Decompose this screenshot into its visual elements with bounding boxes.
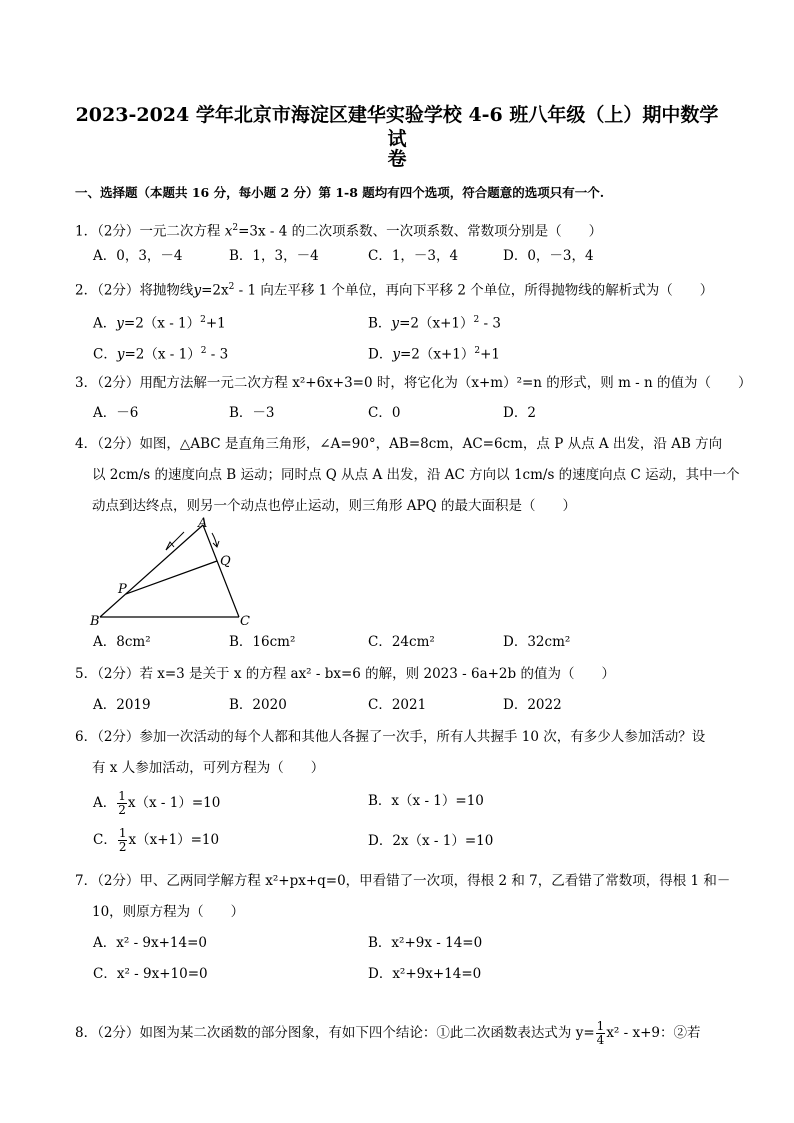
q6-number: 6． bbox=[75, 729, 98, 745]
q2-var-y: y bbox=[193, 282, 202, 299]
q3-score: （2分） bbox=[97, 375, 140, 391]
q2-b-sup: 2 bbox=[473, 315, 480, 325]
q6-option-b[interactable]: B．x（x - 1）=10 bbox=[368, 793, 484, 809]
question-4-line3: 动点到达终点，则另一个动点也停止运动，则三角形 APQ 的最大面积是（ ） bbox=[92, 498, 576, 514]
q7-number: 7． bbox=[75, 873, 98, 889]
q7-option-b[interactable]: B．x²+9x - 14=0 bbox=[368, 935, 483, 951]
q7-text-line1: 甲、乙两同学解方程 x²+px+q=0，甲看错了一次项，得根 2 和 7，乙看错了常数项，得根 1 和－ bbox=[139, 873, 731, 889]
q2-d-body: =2（x+1） bbox=[399, 346, 475, 363]
q3-text: 用配方法解一元二次方程 x²+6x+3=0 时，将它化为（x+m）²=n 的形式，则 m - n 的值为（ ） bbox=[139, 375, 752, 391]
q6-option-d[interactable]: D．2x（x - 1）=10 bbox=[368, 833, 494, 849]
q6-score: （2分） bbox=[97, 729, 140, 745]
q3-option-b[interactable]: B．－3 bbox=[229, 405, 275, 421]
q2-option-b[interactable] bbox=[368, 311, 501, 333]
q6-c-fraction bbox=[118, 827, 128, 854]
q2-a-var: y bbox=[116, 315, 124, 332]
q6-c-tail: x（x+1）=10 bbox=[128, 832, 220, 848]
q2-c-sup: 2 bbox=[200, 346, 207, 356]
q2-c-body: =2（x - 1） bbox=[124, 346, 201, 363]
q2-a-label: A． bbox=[93, 315, 117, 332]
q1-option-c[interactable]: C．1，－3，4 bbox=[368, 248, 459, 264]
q8-score: （2分） bbox=[97, 1025, 140, 1041]
q5-option-a[interactable]: A．2019 bbox=[93, 697, 151, 713]
q2-sup: 2 bbox=[228, 282, 235, 292]
q3-number: 3． bbox=[75, 375, 98, 391]
q5-option-c[interactable]: C．2021 bbox=[368, 697, 427, 713]
label-q: Q bbox=[220, 554, 231, 569]
q8-text-post: x² - x+9：②若 bbox=[606, 1025, 701, 1041]
q8-fraction bbox=[596, 1020, 606, 1047]
q6-a-denominator: 2 bbox=[118, 803, 126, 817]
q5-score: （2分） bbox=[97, 666, 140, 682]
q6-option-c[interactable] bbox=[93, 827, 219, 854]
q1-option-b[interactable]: B．1，3，－4 bbox=[229, 248, 319, 264]
q2-number: 2． bbox=[75, 282, 98, 299]
q2-b-var: y bbox=[391, 315, 400, 332]
q4-option-b[interactable]: B．16cm² bbox=[229, 634, 296, 650]
q2-a-tail: +1 bbox=[205, 315, 226, 332]
q4-text-line1: 如图，△ABC 是直角三角形，∠A=90°，AB=8cm，AC=6cm，点 P 从点 A 出发，沿 AB 方向 bbox=[139, 436, 723, 452]
label-p: P bbox=[118, 582, 127, 597]
q2-d-sup: 2 bbox=[474, 346, 481, 356]
segment-pq bbox=[126, 561, 217, 594]
q1-sup: 2 bbox=[232, 223, 239, 233]
q6-a-numerator: 1 bbox=[118, 789, 126, 803]
q2-option-a[interactable] bbox=[93, 311, 226, 333]
q3-option-a[interactable]: A．－6 bbox=[93, 405, 139, 421]
q1-var: x bbox=[224, 223, 233, 240]
exam-title-line1: 2023-2024 学年北京市海淀区建华实验学校 4-6 班八年级（上）期中数学试 bbox=[75, 104, 719, 150]
q2-b-label: B． bbox=[368, 315, 392, 332]
question-7-line2: 10，则原方程为（ ） bbox=[92, 904, 245, 920]
q5-option-b[interactable]: B．2020 bbox=[229, 697, 287, 713]
q3-option-c[interactable]: C．0 bbox=[368, 405, 401, 421]
side-ac bbox=[203, 525, 239, 617]
q2-text-pre: 将抛物线 bbox=[139, 282, 194, 299]
label-c: C bbox=[240, 614, 250, 629]
q2-d-tail: +1 bbox=[480, 346, 501, 363]
q1-number: 1． bbox=[75, 223, 98, 240]
section-heading: 一、选择题（本题共 16 分，每小题 2 分）第 1-8 题均有四个选项，符合题意的选项只有一个. bbox=[75, 185, 605, 200]
q1-score: （2分） bbox=[97, 223, 140, 240]
q4-number: 4． bbox=[75, 436, 98, 452]
q2-option-c[interactable] bbox=[93, 342, 228, 364]
q7-option-a[interactable]: A．x² - 9x+14=0 bbox=[93, 935, 208, 951]
side-ab bbox=[100, 525, 203, 617]
question-1 bbox=[75, 219, 602, 241]
q8-numerator: 1 bbox=[596, 1019, 605, 1033]
q7-score: （2分） bbox=[97, 873, 140, 889]
question-6-line2: 有 x 人参加活动，可列方程为（ ） bbox=[92, 760, 325, 776]
q6-a-fraction bbox=[117, 790, 127, 817]
q6-a-label: A． bbox=[93, 795, 117, 811]
q2-score: （2分） bbox=[97, 282, 140, 299]
q5-text: 若 x=3 是关于 x 的方程 ax² - bx=6 的解，则 2023 - 6a+2b 的值为（ ） bbox=[139, 666, 615, 682]
q8-number: 8． bbox=[75, 1025, 98, 1041]
q2-b-body: =2（x+1） bbox=[399, 315, 474, 332]
q4-option-c[interactable]: C．24cm² bbox=[368, 634, 435, 650]
exam-title-line2: 卷 bbox=[387, 148, 407, 170]
q8-denominator: 4 bbox=[596, 1033, 605, 1047]
question-3 bbox=[75, 374, 752, 392]
label-a: A bbox=[198, 516, 208, 531]
arrow-ab-icon bbox=[166, 532, 184, 550]
question-5 bbox=[75, 665, 615, 683]
q5-number: 5． bbox=[75, 666, 98, 682]
q3-option-d[interactable]: D．2 bbox=[503, 405, 536, 421]
q6-option-a[interactable] bbox=[93, 790, 220, 817]
q2-text-mid: =2x bbox=[201, 282, 229, 299]
q2-c-label: C． bbox=[93, 346, 117, 363]
triangle-figure bbox=[86, 515, 266, 630]
q4-score: （2分） bbox=[97, 436, 140, 452]
question-4-line1 bbox=[75, 435, 722, 453]
q2-d-var: y bbox=[392, 346, 400, 363]
q6-c-label: C． bbox=[93, 832, 117, 848]
q2-text-post: - 1 向左平移 1 个单位，再向下平移 2 个单位，所得抛物线的解析式为（ ） bbox=[234, 282, 714, 299]
q1-option-d[interactable]: D．0，－3，4 bbox=[503, 248, 594, 264]
q6-c-denominator: 2 bbox=[118, 840, 127, 854]
q1-option-a[interactable]: A．0，3，－4 bbox=[93, 248, 183, 264]
q6-a-tail: x（x - 1）=10 bbox=[127, 795, 221, 811]
q4-option-d[interactable]: D．32cm² bbox=[503, 634, 571, 650]
q2-c-var: y bbox=[116, 346, 125, 363]
q2-option-d[interactable] bbox=[368, 342, 500, 364]
q8-text-pre: 如图为某二次函数的部分图象，有如下四个结论：①此二次函数表达式为 y= bbox=[139, 1025, 595, 1041]
q7-option-d[interactable]: D．x²+9x+14=0 bbox=[368, 966, 482, 982]
q7-option-c[interactable]: C．x² - 9x+10=0 bbox=[93, 966, 208, 982]
q2-a-sup: 2 bbox=[200, 315, 206, 325]
q2-c-tail: - 3 bbox=[206, 346, 229, 363]
q1-text-pre: 一元二次方程 bbox=[139, 223, 225, 240]
question-8 bbox=[75, 1020, 701, 1047]
q6-c-numerator: 1 bbox=[118, 826, 127, 840]
q4-option-a[interactable]: A．8cm² bbox=[93, 634, 151, 650]
question-2 bbox=[75, 278, 713, 300]
question-6-line1 bbox=[75, 728, 705, 746]
q2-d-label: D． bbox=[368, 346, 393, 363]
question-4-line2: 以 2cm/s 的速度向点 B 运动；同时点 Q 从点 A 出发，沿 AC 方向以 1cm/s 的速度向点 C 运动，其中一个 bbox=[92, 467, 740, 483]
q6-text-line1: 参加一次活动的每个人都和其他人各握了一次手，所有人共握手 10 次，有多少人参加活动？设 bbox=[139, 729, 706, 745]
q2-a-body: =2（x - 1） bbox=[123, 315, 201, 332]
q5-option-d[interactable]: D．2022 bbox=[503, 697, 562, 713]
label-b: B bbox=[90, 614, 100, 629]
q1-text-post: =3x - 4 的二次项系数、一次项系数、常数项分别是（ ） bbox=[238, 223, 603, 240]
q2-b-tail: - 3 bbox=[479, 315, 501, 332]
question-7-line1 bbox=[75, 872, 730, 890]
